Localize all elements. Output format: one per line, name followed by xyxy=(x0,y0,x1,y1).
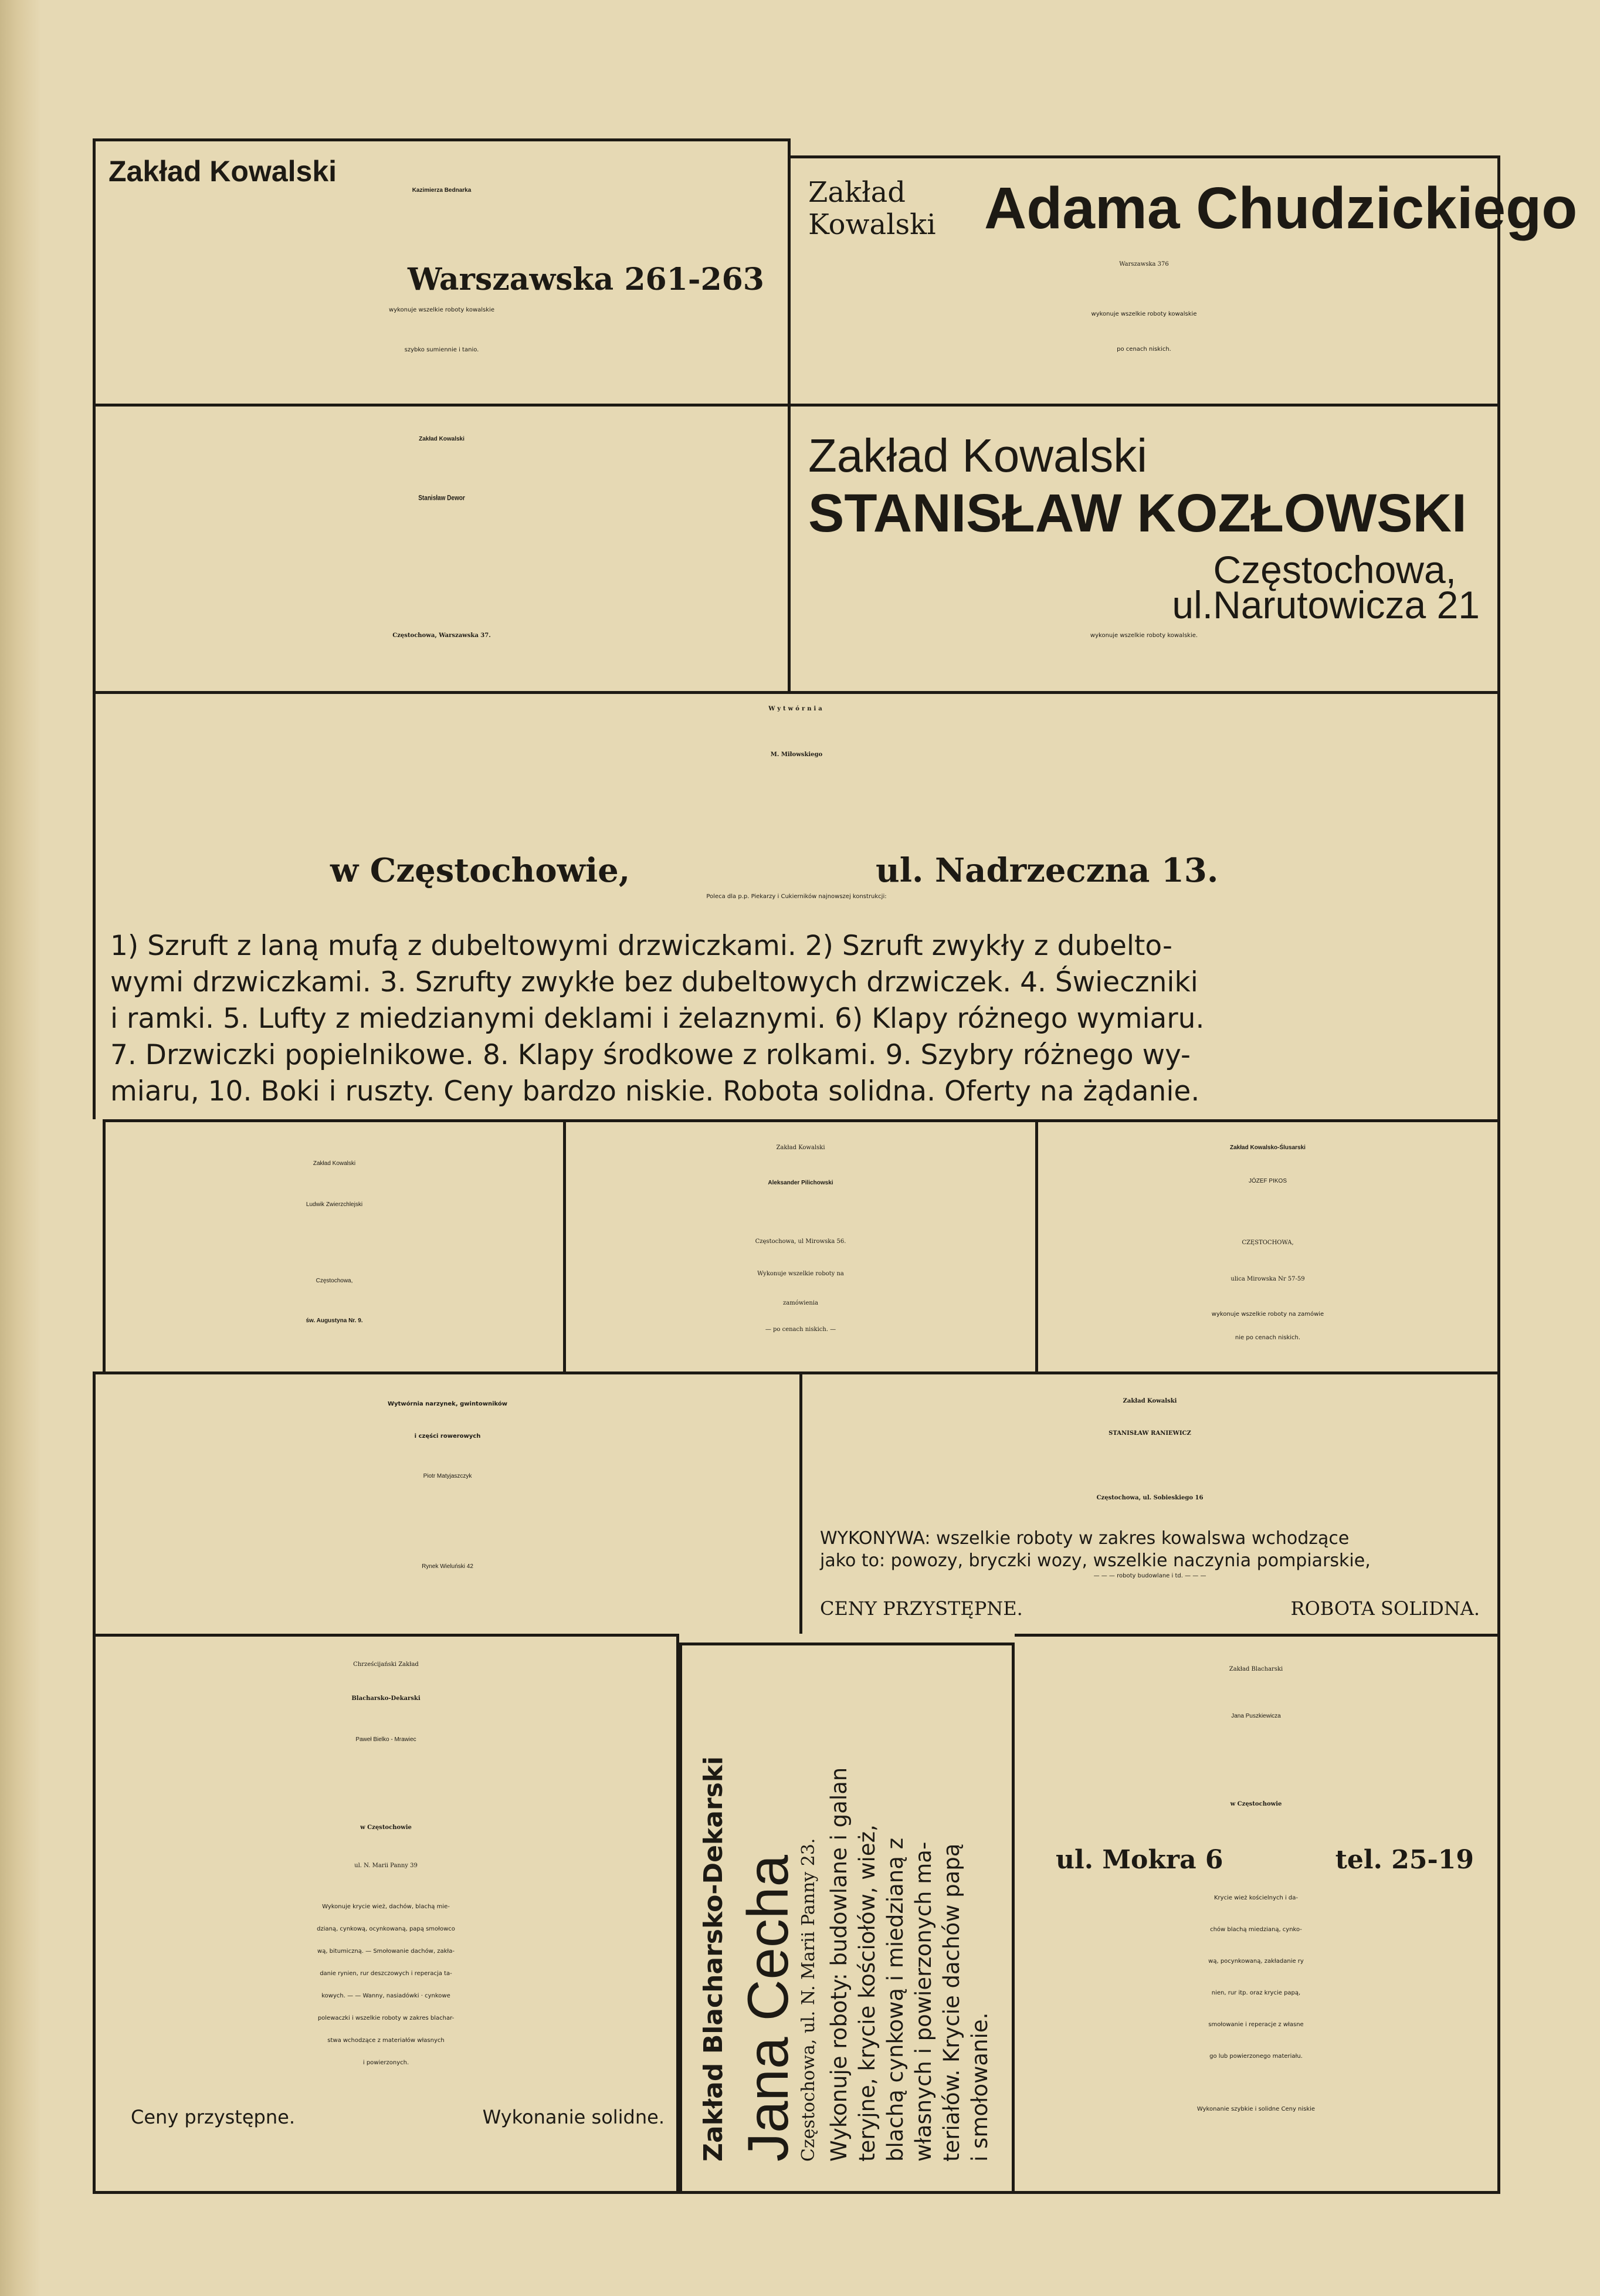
ad-text: kowych. — — Wanny, nasiadówki · cynkowe xyxy=(321,1993,450,1999)
ad-text: teriałów. Krycie dachów papą xyxy=(939,1843,964,2162)
ad-address: Częstochowa, ul Mirowska 56. xyxy=(755,1238,846,1245)
ad-address: Warszawska 261-263 xyxy=(407,262,764,297)
ad-chudzicki xyxy=(791,155,1578,404)
ad-text: 1) Szruft z laną mufą z dubeltowymi drzwiczkami. 2) Szruft zwykły z dubelto- xyxy=(110,930,1172,962)
ad-heading: Zakład Kowalski xyxy=(313,1160,356,1167)
page-binding-shadow xyxy=(0,0,41,2296)
ad-footer: Wykonanie solidne. xyxy=(482,2106,665,2128)
ad-milowski xyxy=(93,691,1500,1119)
ad-name: Adama Chudzickiego xyxy=(984,175,1578,241)
ad-heading: Wytwórnia xyxy=(768,706,825,712)
ad-location: w Częstochowie, xyxy=(330,851,630,890)
ad-text: wymi drzwiczkami. 3. Szrufty zwykłe bez dubeltowych drzwiczek. 4. Świeczniki xyxy=(110,966,1198,998)
ad-text: danie rynien, rur deszczowych i reperacja ta- xyxy=(320,1970,452,1977)
ad-text: — po cenach niskich. — xyxy=(765,1326,836,1333)
ad-text: po cenach niskich. xyxy=(1117,346,1171,353)
ad-kozlowski xyxy=(791,404,1500,691)
ad-heading: Blacharsko-Dekarski xyxy=(351,1695,421,1702)
ad-heading: Zakład Kowalski xyxy=(109,155,337,188)
ad-footer: Wykonanie szybkie i solidne Ceny niskie xyxy=(1196,2106,1316,2112)
ad-name: M. Miłowskiego xyxy=(770,751,823,758)
ad-text: Poleca dla p.p. Piekarzy i Cukierników najnowszej konstrukcji: xyxy=(706,893,887,900)
ad-street: ul.Narutowicza 21 xyxy=(1172,583,1480,627)
ad-name: Kazimierza Bednarka xyxy=(412,187,472,194)
ad-text: i ramki. 5. Lufty z miedzianymi deklami i żelaznymi. 6) Klapy różnego wymiaru. xyxy=(110,1003,1205,1035)
ad-pilichowski xyxy=(566,1119,1038,1371)
ad-street: ulica Mirowska Nr 57-59 xyxy=(1230,1276,1305,1282)
ad-text: zamówienia xyxy=(782,1300,818,1306)
ad-footer: ROBOTA SOLIDNA. xyxy=(1290,1597,1480,1620)
ad-city: Częstochowa, xyxy=(316,1278,353,1284)
ad-heading: Zakład Kowalski xyxy=(808,429,1148,482)
ad-city: Częstochowa, xyxy=(1213,548,1456,591)
ad-city: CZĘSTOCHOWA, xyxy=(1242,1240,1294,1246)
ad-text: miaru, 10. Boki i ruszty. Ceny bardzo niskie. Robota solidna. Oferty na żądanie. xyxy=(110,1075,1200,1108)
ad-name: Piotr Matyjaszczyk xyxy=(423,1473,472,1479)
ad-street: ul. Mokra 6 xyxy=(1056,1845,1223,1875)
ad-heading: Chrześcijański Zakład xyxy=(353,1661,419,1668)
ad-text: jako to: powozy, bryczki wozy, wszelkie naczynia pompiarskie, xyxy=(820,1550,1371,1571)
ad-puszkiewicz xyxy=(1015,1634,1500,2194)
ad-text: Wykonuje krycie wież, dachów, blachą mie- xyxy=(322,1904,450,1910)
ad-text: teryjne, krycie kościołów, wież, xyxy=(855,1824,880,2162)
ad-text: Krycie wież kościelnych i da- xyxy=(1213,1895,1298,1901)
ad-text: go lub powierzonego materiału. xyxy=(1209,2053,1303,2060)
ad-street: ul. N. Marii Panny 39 xyxy=(354,1862,418,1869)
ad-zwierzchlejski xyxy=(103,1119,566,1371)
ad-address: Warszawska 376 xyxy=(1119,261,1169,267)
ad-text: wykonuje wszelkie roboty kowalskie xyxy=(1091,311,1197,317)
ad-footer: CENY PRZYSTĘPNE. xyxy=(820,1597,1023,1620)
ad-name: STANISŁAW KOZŁOWSKI xyxy=(808,483,1467,543)
ad-text: własnych i powierzonych ma- xyxy=(911,1841,936,2162)
ad-street: św. Augustyna Nr. 9. xyxy=(306,1318,363,1324)
ad-text: Wykonuje roboty: budowlane i galan xyxy=(826,1767,852,2162)
ad-address: Częstochowa, ul. Sobieskiego 16 xyxy=(1096,1495,1204,1501)
ad-text: stwa wchodzące z materiałów własnych xyxy=(327,2037,445,2044)
ad-address: Częstochowa, ul. N. Marii Panny 23. xyxy=(798,1838,819,2162)
ad-text: wą, pocynkowaną, zakładanie ry xyxy=(1208,1958,1304,1965)
ad-address: Rynek Wieluński 42 xyxy=(422,1563,473,1570)
ad-location: w Częstochowie xyxy=(1230,1801,1282,1807)
ad-heading: Zakład Kowalski xyxy=(419,436,465,442)
ad-text: chów blachą miedzianą, cynko- xyxy=(1210,1926,1302,1933)
ad-text: wykonuje wszelkie roboty kowalskie. xyxy=(1090,632,1198,639)
ad-text: dzianą, cynkową, ocynkowaną, papą smołowco xyxy=(317,1926,455,1932)
ad-heading: Wytwórnia narzynek, gwintowników xyxy=(388,1401,507,1407)
ad-text: szybko sumiennie i tanio. xyxy=(404,347,479,353)
ad-heading: Zakład Blacharsko-Dekarski xyxy=(699,1756,728,2162)
ad-jan-cech xyxy=(679,1643,1015,2194)
ad-text: smołowanie i reperacje z własne xyxy=(1208,2021,1304,2028)
ad-heading: Zakład Kowalski xyxy=(776,1144,825,1151)
ad-text: blachą cynkową i miedzianą z xyxy=(883,1837,908,2162)
ad-name: JÓZEF PIKOS xyxy=(1248,1178,1287,1184)
ad-text: 7. Drzwiczki popielnikowe. 8. Klapy środkowe z rolkami. 9. Szybry różnego wy- xyxy=(110,1039,1191,1071)
ad-heading: Zakład Blacharski xyxy=(1229,1666,1283,1672)
ad-phone: tel. 25-19 xyxy=(1335,1845,1474,1875)
ad-dewor xyxy=(93,404,791,691)
ad-heading: Zakład xyxy=(808,176,906,209)
ad-text: — — — roboty budowlane i td. — — — xyxy=(1093,1573,1206,1579)
ad-heading: Zakład Kowalski xyxy=(1123,1398,1177,1404)
ad-text: Wykonuje wszelkie roboty na xyxy=(757,1271,844,1277)
ad-address: Częstochowa, Warszawska 37. xyxy=(392,632,491,639)
ad-name: Ludwik Zwierzchlejski xyxy=(306,1201,363,1208)
ad-text: wykonuje wszelkie roboty na zamówie xyxy=(1211,1311,1324,1318)
ad-street: ul. Nadrzeczna 13. xyxy=(876,851,1219,890)
ad-name: Jana Cecha xyxy=(735,1854,800,2162)
ad-footer: Ceny przystępne. xyxy=(131,2106,295,2128)
ad-location: w Częstochowie xyxy=(360,1824,412,1831)
ad-pikos xyxy=(1038,1119,1500,1371)
ad-name: STANISŁAW RANIEWICZ xyxy=(1109,1430,1191,1437)
ad-heading: Zakład Kowalsko-Ślusarski xyxy=(1230,1144,1306,1151)
ad-name: Aleksander Pilichowski xyxy=(768,1180,833,1186)
ad-matyjaszczyk xyxy=(93,1371,802,1634)
ad-heading: i części rowerowych xyxy=(414,1433,481,1440)
ad-text: polewaczki i wszelkie roboty w zakres blachar- xyxy=(317,2015,455,2021)
ad-text: wykonuje wszelkie roboty kowalskie xyxy=(389,307,494,313)
ad-text: WYKONYWA: wszelkie roboty w zakres kowalswa wchodzące xyxy=(820,1528,1350,1549)
ad-raniewicz xyxy=(802,1371,1500,1634)
ad-bielko-mrawiec xyxy=(93,1634,679,2194)
ad-bednarka xyxy=(93,138,791,404)
ad-text: nie po cenach niskich. xyxy=(1235,1335,1301,1341)
ad-text: wą, bitumiczną. — Smołowanie dachów, zakła- xyxy=(317,1948,455,1955)
ad-name: Paweł Bielko - Mrawiec xyxy=(355,1736,416,1743)
ad-name: Jana Puszkiewicza xyxy=(1231,1713,1281,1719)
ad-text: nien, rur itp. oraz krycie papą, xyxy=(1211,1990,1301,1996)
ad-name: Stanisław Dewor xyxy=(418,495,465,503)
ad-text: i powierzonych. xyxy=(362,2060,409,2066)
ad-text: i smołowanie. xyxy=(967,2012,992,2162)
ad-heading: Kowalski xyxy=(808,208,936,241)
